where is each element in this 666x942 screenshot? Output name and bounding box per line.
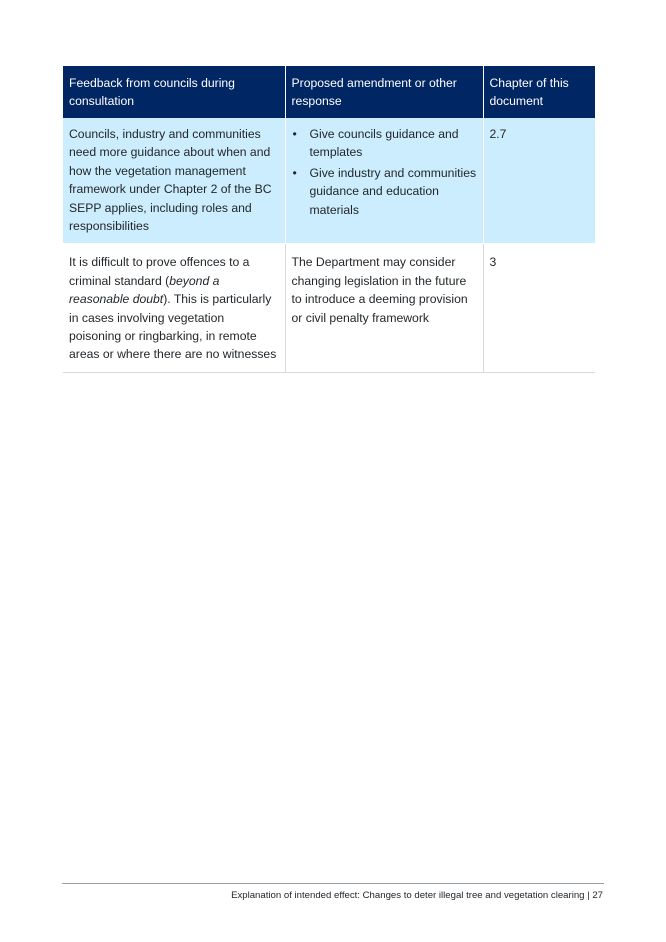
feedback-text: ). This is particularly in cases involving vegetation poisoning or ringbarking, in remote areas or where there are no witnesses [69, 292, 277, 362]
chapter-cell: 3 [483, 244, 595, 372]
response-list-item: • Give industry and communities guidance and education materials [304, 164, 477, 219]
feedback-text: It is difficult to prove offences to a criminal standard ( [69, 255, 250, 288]
column-header-chapter: Chapter of this document [483, 66, 595, 118]
feedback-cell [63, 244, 285, 372]
feedback-cell: Councils, industry and communities need more guidance about when and how the vegetation management framework under Chapter 2 of the BC SEPP applies, including roles and responsibilities [63, 118, 285, 244]
chapter-cell: 2.7 [483, 118, 595, 244]
page-footer: Explanation of intended effect: Changes to deter illegal tree and vegetation clearing | 27 [231, 890, 603, 901]
column-header-response: Proposed amendment or other response [285, 66, 483, 118]
table-row [63, 118, 595, 244]
response-list-item: • Give councils guidance and templates [304, 125, 477, 162]
footer-divider [62, 883, 604, 884]
response-cell: The Department may consider changing legislation in the future to introduce a deeming provision or civil penalty framework [285, 244, 483, 372]
response-list [292, 125, 477, 219]
response-cell [285, 118, 483, 244]
feedback-table [63, 66, 595, 373]
column-header-feedback: Feedback from councils during consultation [63, 66, 285, 118]
feedback-italic-text: beyond a reasonable doubt [69, 273, 220, 307]
table-row [63, 244, 595, 372]
table-header-row [63, 66, 595, 118]
